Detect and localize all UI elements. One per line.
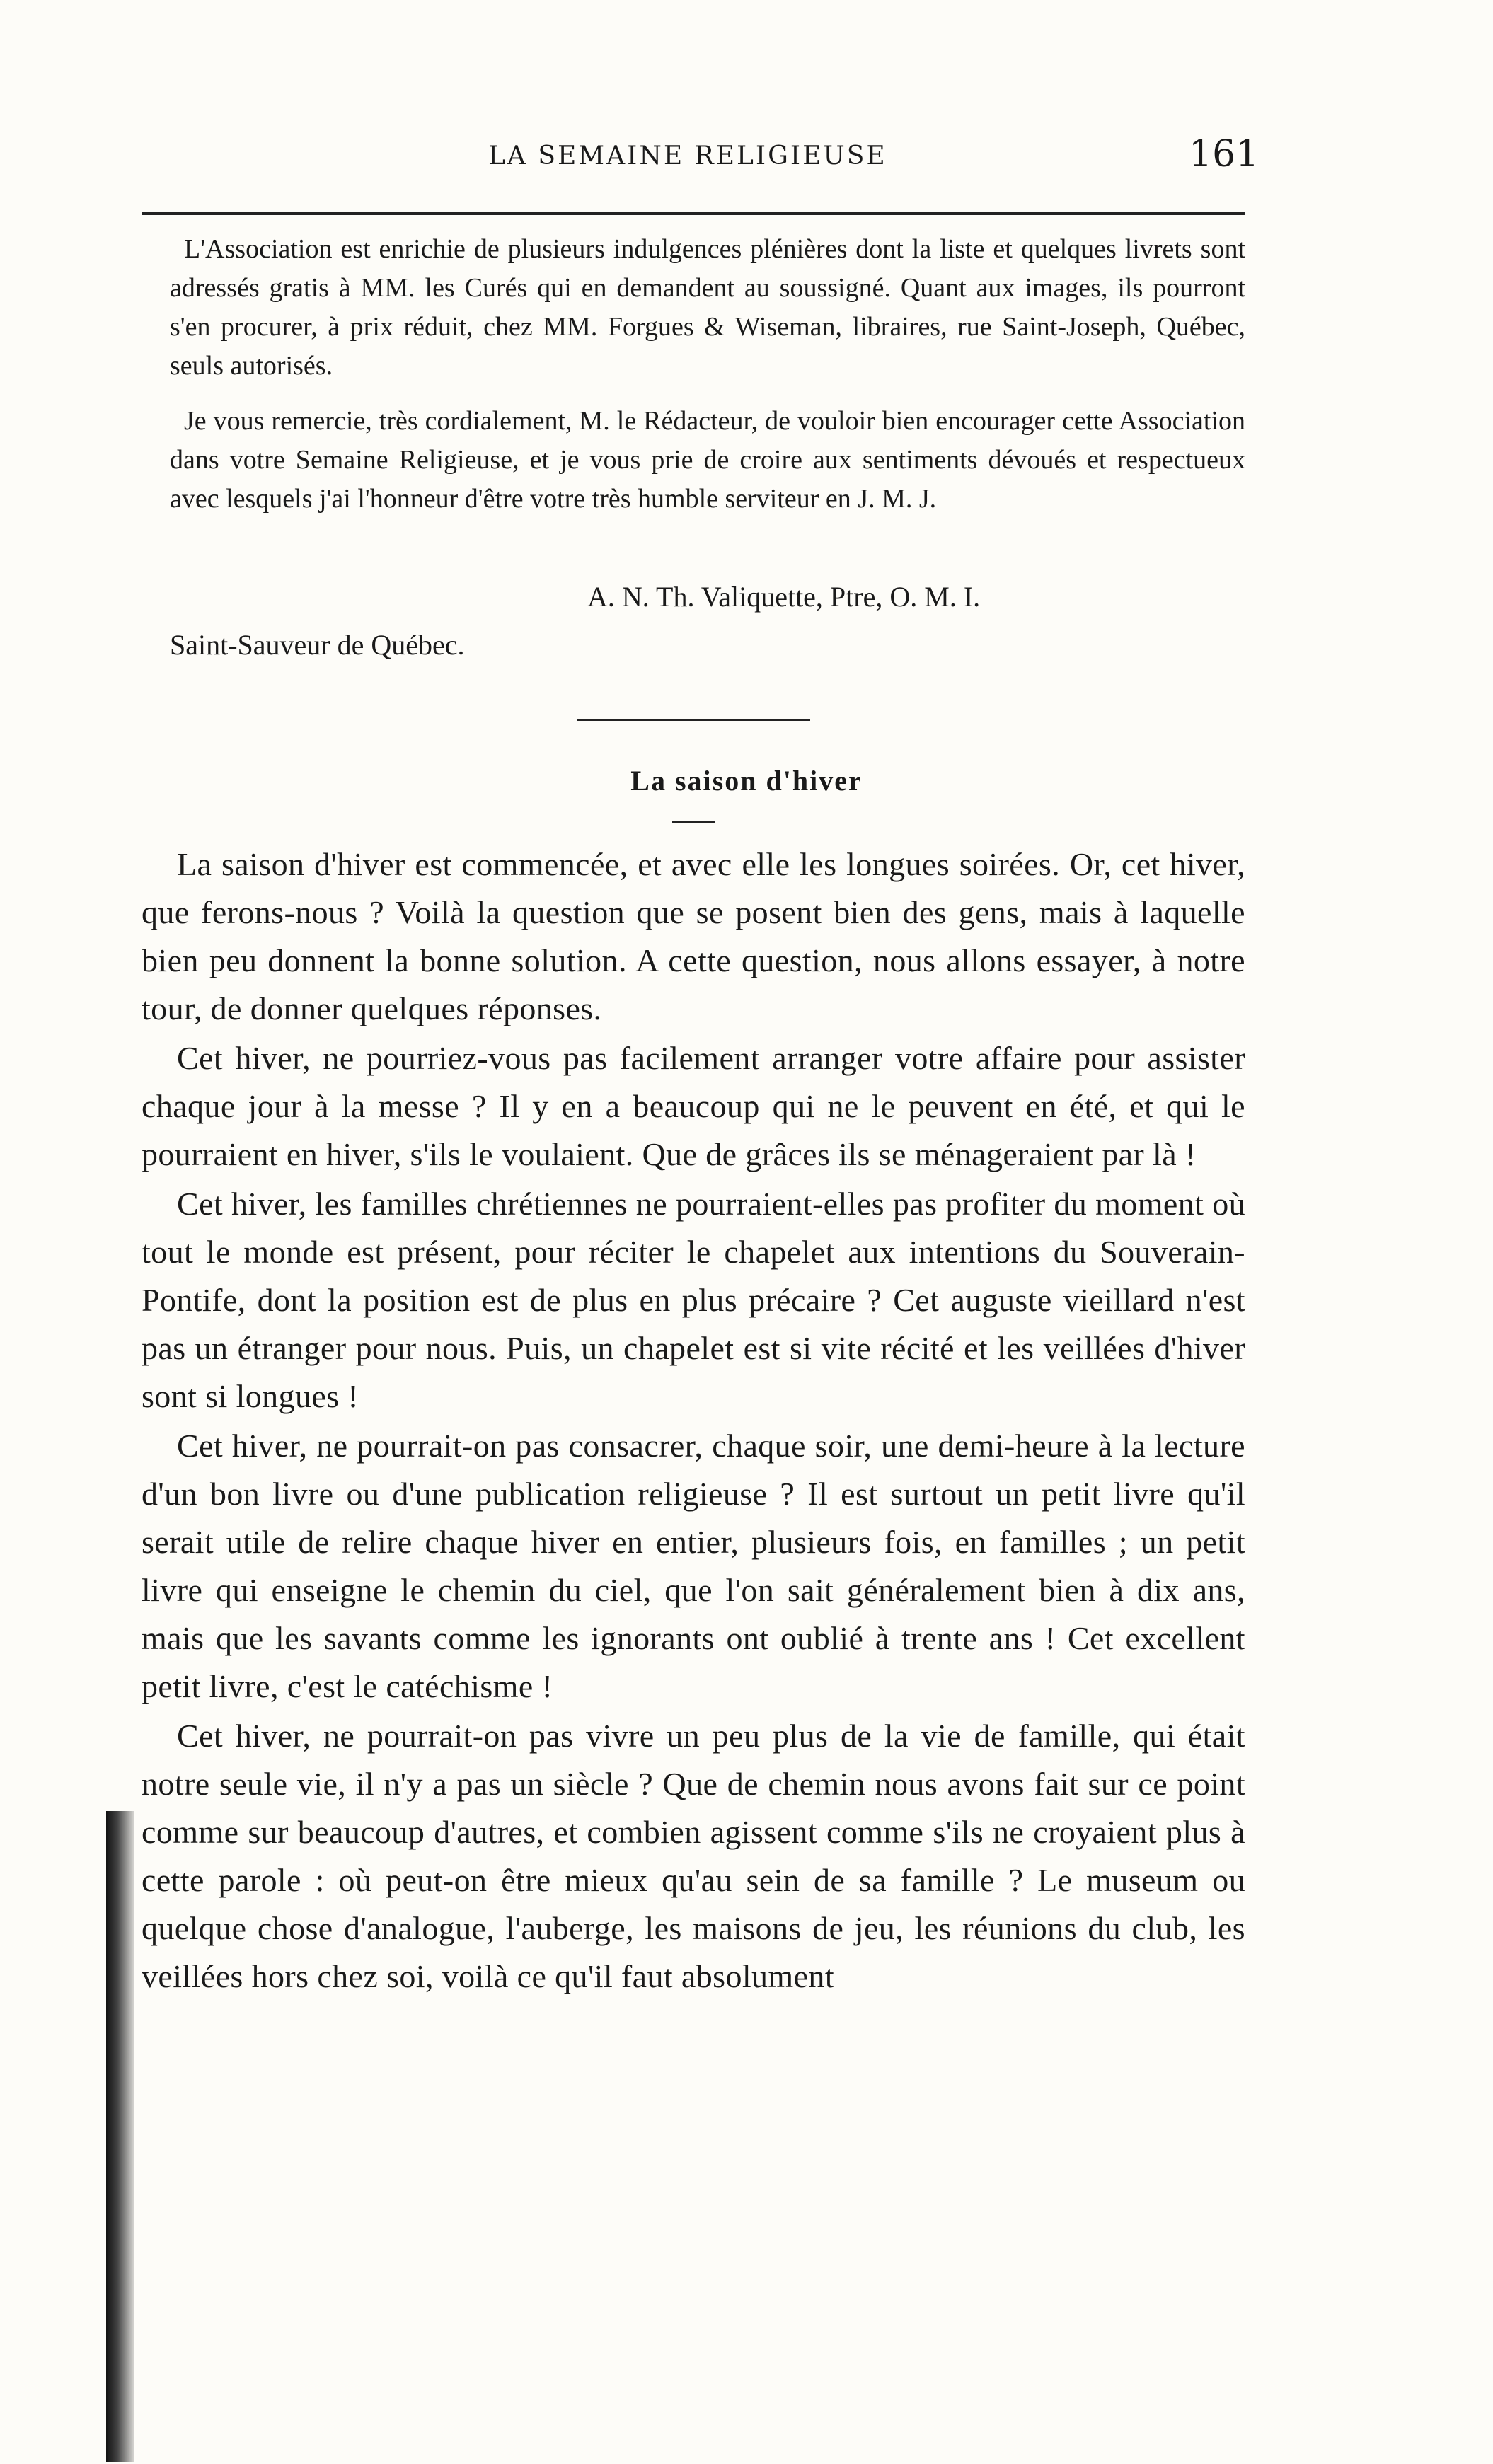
article-paragraph: Cet hiver, ne pourriez-vous pas facilement arranger votre affaire pour assister chaque jour à la messe ? Il y en a beaucoup qui ne le peuvent en été, et qui le pourraient en hiver, s'ils le voulaient. Que de grâces ils se ménageraient par là !: [142, 1040, 1245, 1172]
page-header: [142, 133, 1259, 198]
header-rule: [142, 212, 1245, 215]
section-separator: [577, 719, 810, 721]
letter-place: Saint-Sauveur de Québec.: [170, 629, 465, 661]
page-number: 161: [1189, 133, 1259, 175]
letter-paragraph-1: L'Association est enrichie de plusieurs indulgences plénières dont la liste et quelques livrets sont adressés gratis à MM. les Curés qui en demandent au soussigné. Quant aux images, ils pourront s'en procurer, à prix réduit, chez MM. Forgues & Wiseman, libraires, rue Saint-Joseph, Québec, seuls autorisés.: [170, 234, 1245, 381]
title-dash: [672, 821, 715, 823]
letter-signature: A. N. Th. Valiquette, Ptre, O. M. I.: [587, 581, 981, 613]
article-paragraph: Cet hiver, les familles chrétiennes ne pourraient-elles pas profiter du moment où tout le monde est présent, pour réciter le chapelet aux intentions du Souverain-Pontife, dont la position est de plus en plus précaire ? Cet auguste vieillard n'est pas un étranger pour nous. Puis, un chapelet est si vite récité et les veillées d'hiver sont si longues !: [142, 1186, 1245, 1414]
binding-shadow: [106, 1811, 134, 2462]
article-title: La saison d'hiver: [630, 765, 863, 797]
article-paragraph: La saison d'hiver est commencée, et avec elle les longues soirées. Or, cet hiver, que ferons-nous ? Voilà la question que se posent bien des gens, mais à laquelle bien peu donnent la bonne solution. A cette question, nous allons essayer, à notre tour, de donner quelques réponses.: [142, 846, 1245, 1026]
article-paragraph: Cet hiver, ne pourrait-on pas vivre un peu plus de la vie de famille, qui était notre seule vie, il n'y a pas un siècle ? Que de chemin nous avons fait sur ce point comme sur beaucoup d'autres, et combien agissent comme s'ils ne croyaient plus à cette parole : où peut-on être mieux qu'au sein de sa famille ? Le museum ou quelque chose d'analogue, l'auberge, les maisons de jeu, les réunions du club, les veillées hors chez soi, voilà ce qu'il faut absolument: [142, 1718, 1245, 1994]
article-paragraph: Cet hiver, ne pourrait-on pas consacrer, chaque soir, une demi-heure à la lecture d'un bon livre ou d'une publication religieuse ? Il est surtout un petit livre qu'il serait utile de relire chaque hiver en entier, plusieurs fois, en familles ; un petit livre qui enseigne le chemin du ciel, que l'on sait généralement bien à dix ans, mais que les savants comme les ignorants ont oublié à trente ans ! Cet excellent petit livre, c'est le catéchisme !: [142, 1428, 1245, 1704]
article-body: [142, 840, 1245, 2001]
running-title: LA SEMAINE RELIGIEUSE: [488, 141, 887, 170]
letter-paragraph-2: Je vous remercie, très cordialement, M. le Rédacteur, de vouloir bien encourager cette Association dans votre Semaine Religieuse, et je vous prie de croire aux sentiments dévoués et respectueux avec lesquels j'ai l'honneur d'être votre très humble serviteur en J. M. J.: [170, 406, 1245, 514]
